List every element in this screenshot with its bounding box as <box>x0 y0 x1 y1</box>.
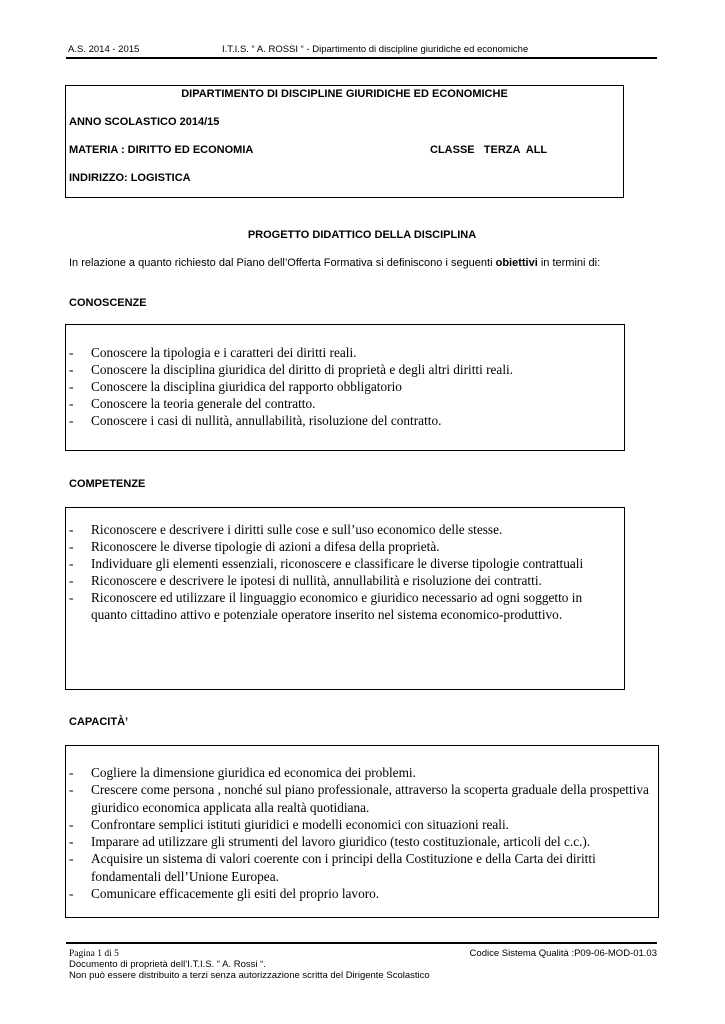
list-item-text: Conoscere la disciplina giuridica del rapporto obbligatorio <box>91 379 402 394</box>
section-label-competenze: COMPETENZE <box>69 478 146 490</box>
list-item-text: Riconoscere e descrivere le ipotesi di nullità, annullabilità e risoluzione dei contratti. <box>91 573 542 588</box>
section-label-conoscenze: CONOSCENZE <box>69 297 147 309</box>
info-box <box>65 85 624 198</box>
class: CLASSE TERZA ALL <box>430 144 548 156</box>
conoscenze-box <box>65 324 625 451</box>
list-dash: - <box>69 539 74 554</box>
ownership-note: Documento di proprietà dell’I.T.I.S. “ A. Rossi “. <box>69 959 266 970</box>
list-item-text: Cogliere la dimensione giuridica ed economica dei problemi. <box>91 765 416 780</box>
list-dash: - <box>69 765 74 780</box>
department-title: DIPARTIMENTO DI DISCIPLINE GIURIDICHE ED ECONOMICHE <box>181 88 508 100</box>
capacita-list <box>69 764 655 902</box>
list-item-text: Riconoscere ed utilizzare il linguaggio economico e giuridico necessario ad ogni soggetto in quanto cittadino attivo e potenziale operatore inserito nel sistema economico-produttivo. <box>91 590 583 622</box>
header-school-year: A.S. 2014 - 2015 <box>68 44 140 55</box>
list-dash: - <box>69 834 74 850</box>
list-item <box>69 885 655 902</box>
list-item-text: Confrontare semplici istituti giuridici e modelli economici con situazioni reali. <box>91 816 510 832</box>
list-dash: - <box>69 782 74 798</box>
list-item <box>69 412 619 429</box>
intro-bold-word: obiettivi <box>495 257 538 269</box>
list-item <box>69 781 655 816</box>
list-dash: - <box>69 851 74 867</box>
intro-text-after: in termini di: <box>537 257 601 269</box>
list-dash: - <box>69 379 74 394</box>
list-item <box>69 344 619 361</box>
conoscenze-list <box>69 344 619 429</box>
list-item-text: Crescere come persona , nonché sul piano professionale, attraverso la scoperta graduale della prospettiva giuridico economica applicata alla realtà quotidiana. <box>91 782 649 815</box>
list-item <box>69 850 655 885</box>
intro-paragraph <box>69 257 659 270</box>
quality-code: Codice Sistema Qualità :P09-06-MOD-01.03 <box>469 948 657 959</box>
list-item <box>69 555 619 572</box>
list-item <box>69 572 619 589</box>
distribution-note: Non può essere distribuito a terzi senza autorizzazione scritta del Dirigente Scolastico <box>69 970 430 981</box>
project-title: PROGETTO DIDATTICO DELLA DISCIPLINA <box>247 229 477 241</box>
list-item-text: Comunicare efficacemente gli esiti del proprio lavoro. <box>91 886 380 902</box>
list-dash: - <box>69 886 74 902</box>
competenze-list <box>69 521 619 623</box>
list-item-text: Conoscere la disciplina giuridica del diritto di proprietà e degli altri diritti reali. <box>91 362 514 377</box>
list-item-text: Conoscere la teoria generale del contratto. <box>91 396 316 411</box>
list-item <box>69 764 655 781</box>
list-dash: - <box>69 345 74 360</box>
list-item <box>69 378 619 395</box>
list-item <box>69 395 619 412</box>
list-item <box>69 521 619 538</box>
list-dash: - <box>69 396 74 411</box>
school-year: ANNO SCOLASTICO 2014/15 <box>69 116 220 128</box>
list-dash: - <box>69 590 74 605</box>
footer-divider <box>66 942 657 944</box>
list-item-text: Conoscere la tipologia e i caratteri dei diritti reali. <box>91 345 357 360</box>
list-item-text: Imparare ad utilizzare gli strumenti del lavoro giuridico (testo costituzionale, articoli del c.c.). <box>91 834 591 850</box>
list-item-text: Acquisire un sistema di valori coerente con i principi della Costituzione e della Carta dei diritti fondamentali dell’Unione Europea. <box>91 851 596 884</box>
header-divider <box>66 57 657 59</box>
curriculum: INDIRIZZO: LOGISTICA <box>69 172 191 184</box>
header-department: I.T.I.S. “ A. ROSSI “ - Dipartimento di discipline giuridiche ed economiche <box>222 44 529 55</box>
subject: MATERIA : DIRITTO ED ECONOMIA <box>69 144 254 156</box>
list-item-text: Riconoscere e descrivere i diritti sulle cose e sull’uso economico delle stesse. <box>91 522 503 537</box>
list-dash: - <box>69 556 74 571</box>
intro-text-before: In relazione a quanto richiesto dal Piano dell’Offerta Formativa si definiscono i seguenti <box>69 257 496 269</box>
list-item-text: Riconoscere le diverse tipologie di azioni a difesa della proprietà. <box>91 539 440 554</box>
list-item <box>69 589 619 623</box>
list-item-text: Conoscere i casi di nullità, annullabilità, risoluzione del contratto. <box>91 413 442 428</box>
section-label-capacita: CAPACITÀ’ <box>69 716 129 728</box>
capacita-box <box>65 745 659 918</box>
list-dash: - <box>69 573 74 588</box>
list-dash: - <box>69 816 74 832</box>
list-dash: - <box>69 413 74 428</box>
list-item-text: Individuare gli elementi essenziali, riconoscere e classificare le diverse tipologie contrattuali <box>91 556 584 571</box>
competenze-box <box>65 507 625 690</box>
list-dash: - <box>69 522 74 537</box>
list-item <box>69 538 619 555</box>
list-item <box>69 833 655 850</box>
page-number: Pagina 1 di 5 <box>69 949 119 959</box>
list-item <box>69 361 619 378</box>
list-item <box>69 816 655 833</box>
list-dash: - <box>69 362 74 377</box>
